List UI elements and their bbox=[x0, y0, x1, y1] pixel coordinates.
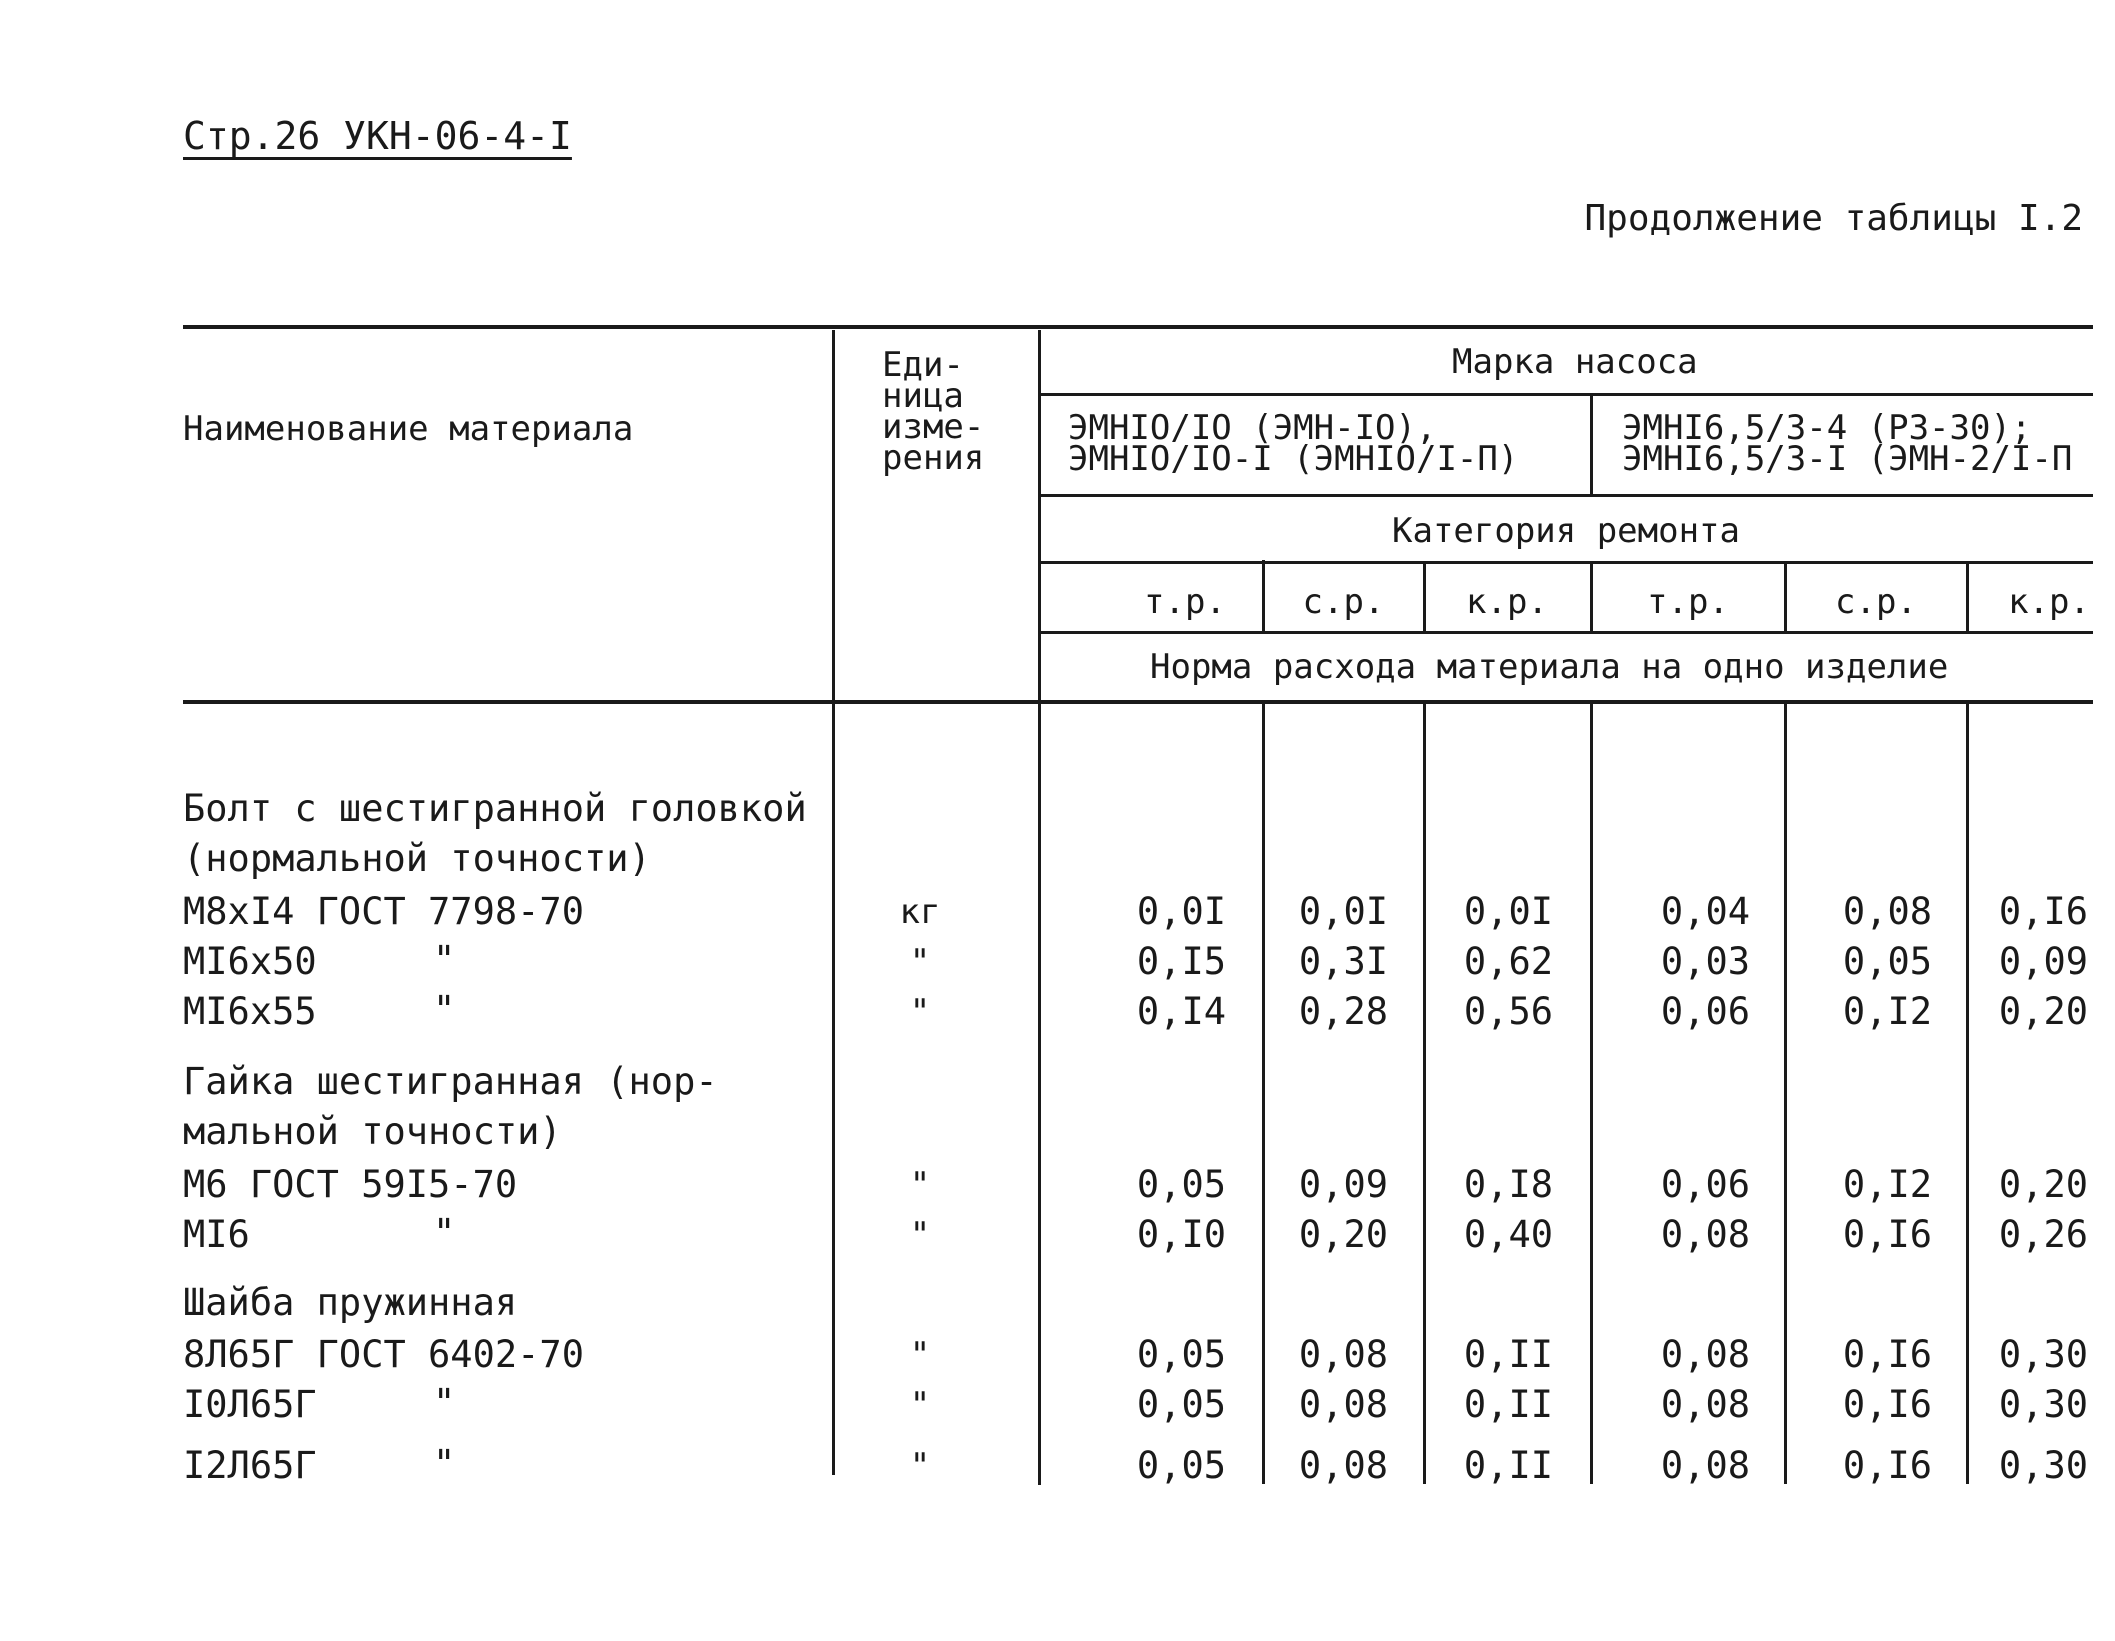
material-name-text: I2Л65Г bbox=[183, 1444, 317, 1487]
value-cell: 0,I8 bbox=[1463, 1163, 1553, 1206]
value-cell: 0,I6 bbox=[1842, 1383, 1932, 1426]
material-name-text: 8Л65Г ГОСТ 6402-70 bbox=[183, 1333, 584, 1376]
header-group-2-line: ЭМНI6,5/3-I (ЭМН-2/I-П bbox=[1622, 439, 2073, 479]
header-pump-brand: Марка насоса bbox=[1452, 342, 1698, 382]
ditto-mark: " bbox=[433, 988, 456, 1031]
value-cell: 0,30 bbox=[1998, 1383, 2088, 1426]
header-unit bbox=[882, 345, 985, 478]
value-cell: 0,20 bbox=[1998, 990, 2088, 1033]
value-cell: 0,40 bbox=[1463, 1213, 1553, 1256]
value-cell: 0,08 bbox=[1298, 1333, 1388, 1376]
unit-cell: " bbox=[909, 1385, 931, 1425]
value-cell: 0,05 bbox=[1136, 1163, 1226, 1206]
value-cell: 0,03 bbox=[1660, 940, 1750, 983]
material-name bbox=[183, 1163, 518, 1206]
material-name bbox=[183, 1381, 456, 1426]
unit-cell: " bbox=[909, 1446, 931, 1486]
value-cell: 0,08 bbox=[1842, 890, 1932, 933]
header-repair-category: Категория ремонта bbox=[1392, 511, 1740, 551]
value-cell: 0,I5 bbox=[1136, 940, 1226, 983]
value-cell: 0,I2 bbox=[1842, 990, 1932, 1033]
col-head-tr-2: т.р. bbox=[1647, 582, 1729, 622]
group-title: мальной точности) bbox=[183, 1110, 562, 1153]
group-title: Шайба пружинная bbox=[183, 1281, 518, 1324]
material-name-text: МI6 bbox=[183, 1213, 250, 1256]
table-caption: Продолжение таблицы I.2 bbox=[1584, 198, 2083, 239]
value-cell: 0,08 bbox=[1660, 1383, 1750, 1426]
rule-col-unit-right bbox=[1038, 330, 1041, 1485]
material-name bbox=[183, 890, 584, 933]
unit-cell: " bbox=[909, 1215, 931, 1255]
rule-col-4 bbox=[1784, 562, 1787, 632]
rule-groups-divider bbox=[1590, 395, 1593, 495]
value-cell: 0,0I bbox=[1463, 890, 1553, 933]
value-cell: 0,05 bbox=[1842, 940, 1932, 983]
value-cell: 0,I6 bbox=[1842, 1333, 1932, 1376]
value-cell: 0,I4 bbox=[1136, 990, 1226, 1033]
header-group-1-line: ЭМНIO/IO (ЭМН-IO), bbox=[1068, 408, 1437, 448]
value-cell: 0,0I bbox=[1298, 890, 1388, 933]
header-group-2 bbox=[1622, 408, 2073, 479]
col-head-sr-2: с.р. bbox=[1835, 582, 1917, 622]
value-cell: 0,30 bbox=[1998, 1444, 2088, 1487]
value-cell: 0,I6 bbox=[1842, 1444, 1932, 1487]
col-head-kr-1: к.р. bbox=[1466, 582, 1548, 622]
rule-body-col-2 bbox=[1423, 704, 1426, 1484]
material-name-text: М6 ГОСТ 59I5-70 bbox=[183, 1163, 518, 1206]
col-head-kr-2: к.р. bbox=[2008, 582, 2090, 622]
value-cell: 0,05 bbox=[1136, 1333, 1226, 1376]
header-material: Наименование материала bbox=[183, 409, 634, 449]
rule-col-1 bbox=[1262, 560, 1265, 632]
value-cell: 0,06 bbox=[1660, 1163, 1750, 1206]
value-cell: 0,I2 bbox=[1842, 1163, 1932, 1206]
rule-under-cols bbox=[1040, 631, 2093, 634]
header-norm: Норма расхода материала на одно изделие bbox=[1150, 647, 1949, 687]
rule-col-2 bbox=[1423, 562, 1426, 632]
value-cell: 0,I0 bbox=[1136, 1213, 1226, 1256]
group-title: Гайка шестигранная (нор- bbox=[183, 1060, 718, 1103]
header-unit-line: рения bbox=[882, 438, 985, 478]
unit-cell: " bbox=[909, 1165, 931, 1205]
value-cell: 0,09 bbox=[1298, 1163, 1388, 1206]
value-cell: 0,06 bbox=[1660, 990, 1750, 1033]
rule-body-col-5 bbox=[1966, 704, 1969, 1484]
page-header: Стр.26 УКН-06-4-I bbox=[183, 114, 572, 158]
header-unit-line: изме- bbox=[882, 407, 985, 447]
value-cell: 0,09 bbox=[1998, 940, 2088, 983]
value-cell: 0,08 bbox=[1298, 1383, 1388, 1426]
group-title: Болт с шестигранной головкой bbox=[183, 787, 807, 830]
rule-under-brand bbox=[1040, 393, 2093, 396]
value-cell: 0,08 bbox=[1298, 1444, 1388, 1487]
rule-top bbox=[183, 325, 2093, 329]
header-unit-line: Еди- bbox=[882, 345, 964, 385]
rule-body-col-4 bbox=[1784, 704, 1787, 1484]
rule-under-category bbox=[1040, 561, 2093, 564]
rule-header-bottom bbox=[183, 700, 2093, 704]
value-cell: 0,II bbox=[1463, 1444, 1553, 1487]
value-cell: 0,20 bbox=[1298, 1213, 1388, 1256]
material-name-text: I0Л65Г bbox=[183, 1383, 317, 1426]
value-cell: 0,04 bbox=[1660, 890, 1750, 933]
group-title: (нормальной точности) bbox=[183, 837, 651, 880]
rule-body-col-1 bbox=[1262, 704, 1265, 1484]
material-name bbox=[183, 988, 456, 1033]
material-name bbox=[183, 1211, 456, 1256]
ditto-mark: " bbox=[433, 1381, 456, 1424]
rule-col-5 bbox=[1966, 562, 1969, 632]
ditto-mark: " bbox=[433, 1442, 456, 1485]
value-cell: 0,05 bbox=[1136, 1444, 1226, 1487]
value-cell: 0,26 bbox=[1998, 1213, 2088, 1256]
value-cell: 0,I6 bbox=[1842, 1213, 1932, 1256]
ditto-mark: " bbox=[433, 938, 456, 981]
value-cell: 0,0I bbox=[1136, 890, 1226, 933]
value-cell: 0,08 bbox=[1660, 1213, 1750, 1256]
value-cell: 0,56 bbox=[1463, 990, 1553, 1033]
header-group-1 bbox=[1068, 408, 1519, 479]
unit-cell: " bbox=[909, 942, 931, 982]
value-cell: 0,62 bbox=[1463, 940, 1553, 983]
rule-body-col-3 bbox=[1590, 704, 1593, 1484]
rule-col-unit-left bbox=[832, 330, 835, 1475]
unit-cell: кг bbox=[899, 892, 941, 932]
value-cell: 0,28 bbox=[1298, 990, 1388, 1033]
material-name-text: МI6х50 bbox=[183, 940, 317, 983]
material-name-text: М8хI4 ГОСТ 7798-70 bbox=[183, 890, 584, 933]
header-unit-line: ница bbox=[882, 376, 964, 416]
value-cell: 0,08 bbox=[1660, 1333, 1750, 1376]
header-group-2-line: ЭМНI6,5/3-4 (РЗ-30); bbox=[1622, 408, 2032, 448]
value-cell: 0,05 bbox=[1136, 1383, 1226, 1426]
header-group-1-line: ЭМНIO/IO-I (ЭМНIO/I-П) bbox=[1068, 439, 1519, 479]
value-cell: 0,20 bbox=[1998, 1163, 2088, 1206]
value-cell: 0,30 bbox=[1998, 1333, 2088, 1376]
col-head-tr-1: т.р. bbox=[1144, 582, 1226, 622]
material-name bbox=[183, 1333, 584, 1376]
ditto-mark: " bbox=[433, 1211, 456, 1254]
value-cell: 0,II bbox=[1463, 1333, 1553, 1376]
rule-col-3 bbox=[1590, 562, 1593, 632]
rule-under-groups bbox=[1040, 494, 2093, 497]
unit-cell: " bbox=[909, 992, 931, 1032]
material-name bbox=[183, 1442, 456, 1487]
value-cell: 0,II bbox=[1463, 1383, 1553, 1426]
unit-cell: " bbox=[909, 1335, 931, 1375]
value-cell: 0,I6 bbox=[1998, 890, 2088, 933]
col-head-sr-1: с.р. bbox=[1302, 582, 1385, 622]
material-name-text: МI6х55 bbox=[183, 990, 317, 1033]
value-cell: 0,08 bbox=[1660, 1444, 1750, 1487]
value-cell: 0,3I bbox=[1298, 940, 1388, 983]
material-name bbox=[183, 938, 456, 983]
